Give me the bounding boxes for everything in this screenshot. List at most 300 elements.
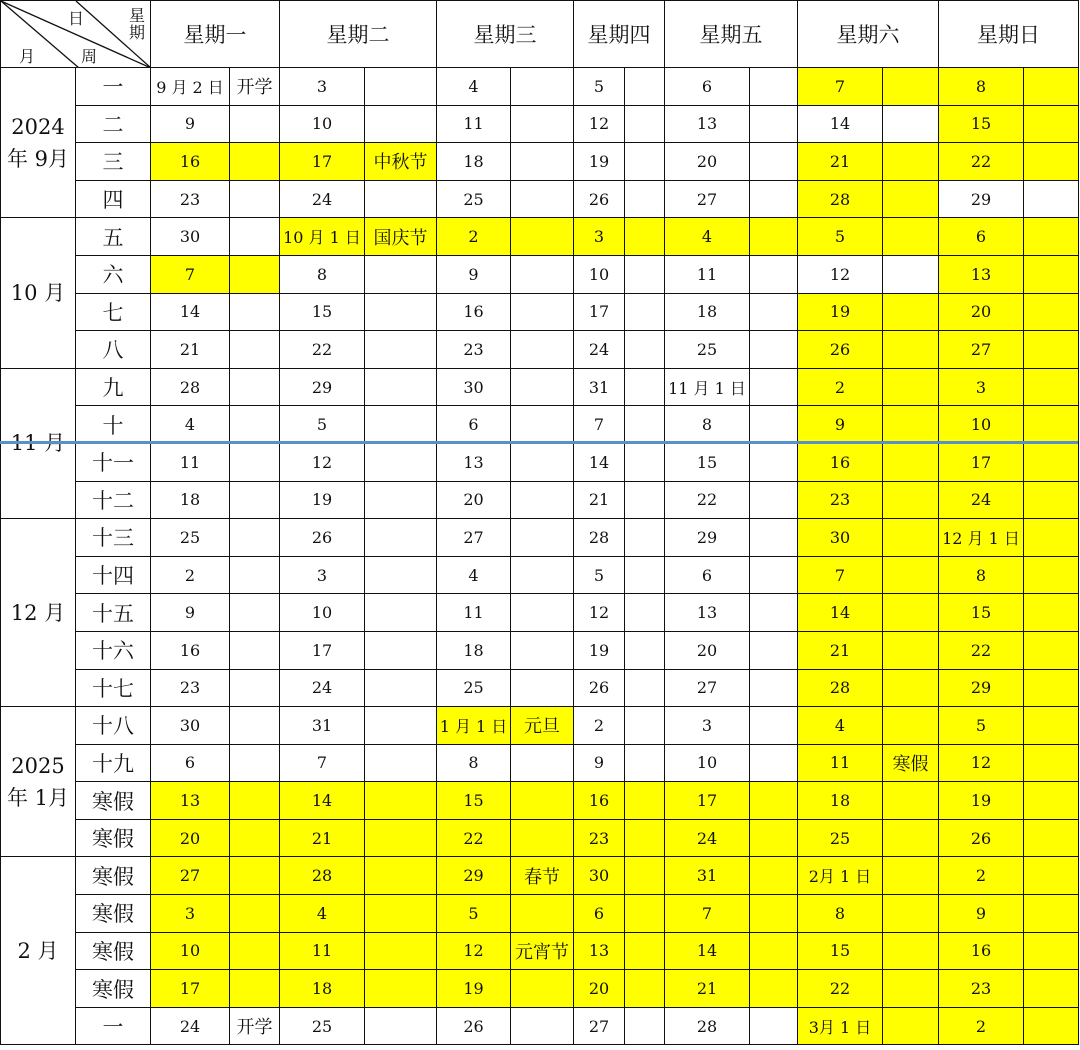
week-number: 寒假 bbox=[76, 819, 151, 857]
week-row bbox=[1, 932, 1079, 970]
note-cell: 国庆节 bbox=[365, 218, 437, 256]
note-cell bbox=[625, 218, 665, 256]
note-cell bbox=[625, 857, 665, 895]
month-label: 10 月 bbox=[1, 218, 76, 368]
overlay-blue-line bbox=[0, 441, 1078, 444]
note-cell bbox=[1024, 782, 1079, 820]
week-number: 十二 bbox=[76, 481, 151, 519]
date-cell: 16 bbox=[939, 932, 1024, 970]
note-cell bbox=[230, 970, 280, 1008]
note-cell bbox=[625, 255, 665, 293]
note-cell bbox=[883, 932, 939, 970]
date-cell: 14 bbox=[798, 594, 883, 632]
note-cell bbox=[883, 895, 939, 933]
week-number: 十一 bbox=[76, 443, 151, 481]
note-cell bbox=[625, 368, 665, 406]
note-cell bbox=[883, 594, 939, 632]
date-cell: 5 bbox=[574, 556, 625, 594]
note-cell bbox=[511, 331, 574, 369]
week-number: 十九 bbox=[76, 744, 151, 782]
week-number: 三 bbox=[76, 143, 151, 181]
note-cell bbox=[511, 293, 574, 331]
note-cell bbox=[750, 744, 798, 782]
date-cell: 14 bbox=[574, 443, 625, 481]
note-cell bbox=[625, 1007, 665, 1045]
date-cell: 28 bbox=[280, 857, 365, 895]
header-row bbox=[1, 1, 1079, 68]
date-cell: 4 bbox=[437, 68, 511, 106]
date-cell: 17 bbox=[939, 443, 1024, 481]
header-thursday: 星期四 bbox=[574, 1, 665, 68]
date-cell: 8 bbox=[280, 255, 365, 293]
note-cell bbox=[750, 218, 798, 256]
week-row bbox=[1, 594, 1079, 632]
date-cell: 7 bbox=[151, 255, 230, 293]
date-cell: 27 bbox=[151, 857, 230, 895]
date-cell: 12 月 1 日 bbox=[939, 519, 1024, 557]
note-cell bbox=[511, 895, 574, 933]
date-cell: 14 bbox=[280, 782, 365, 820]
note-cell bbox=[1024, 218, 1079, 256]
note-cell bbox=[1024, 406, 1079, 444]
note-cell bbox=[511, 782, 574, 820]
note-cell bbox=[365, 481, 437, 519]
week-number: 一 bbox=[76, 68, 151, 106]
date-cell: 9 月 2 日 bbox=[151, 68, 230, 106]
date-cell: 10 bbox=[280, 105, 365, 143]
date-cell: 30 bbox=[151, 218, 230, 256]
note-cell bbox=[883, 331, 939, 369]
note-cell bbox=[1024, 443, 1079, 481]
date-cell: 15 bbox=[939, 594, 1024, 632]
date-cell: 22 bbox=[939, 143, 1024, 181]
date-cell: 2月 1 日 bbox=[798, 857, 883, 895]
note-cell bbox=[883, 293, 939, 331]
note-cell bbox=[625, 331, 665, 369]
note-cell bbox=[750, 594, 798, 632]
date-cell: 19 bbox=[280, 481, 365, 519]
note-cell bbox=[365, 782, 437, 820]
date-cell: 24 bbox=[280, 180, 365, 218]
week-number: 十八 bbox=[76, 707, 151, 745]
note-cell bbox=[365, 707, 437, 745]
note-cell: 元旦 bbox=[511, 707, 574, 745]
note-cell bbox=[1024, 970, 1079, 1008]
date-cell: 21 bbox=[665, 970, 750, 1008]
date-cell: 8 bbox=[939, 556, 1024, 594]
note-cell bbox=[365, 406, 437, 444]
date-cell: 13 bbox=[437, 443, 511, 481]
week-row bbox=[1, 631, 1079, 669]
note-cell bbox=[750, 857, 798, 895]
note-cell bbox=[230, 707, 280, 745]
week-row bbox=[1, 970, 1079, 1008]
date-cell: 21 bbox=[151, 331, 230, 369]
date-cell: 8 bbox=[939, 68, 1024, 106]
note-cell bbox=[750, 180, 798, 218]
note-cell bbox=[750, 293, 798, 331]
note-cell bbox=[625, 631, 665, 669]
date-cell: 19 bbox=[574, 631, 625, 669]
date-cell: 22 bbox=[939, 631, 1024, 669]
date-cell: 3 bbox=[939, 368, 1024, 406]
date-cell: 11 月 1 日 bbox=[665, 368, 750, 406]
date-cell: 16 bbox=[151, 143, 230, 181]
date-cell: 17 bbox=[665, 782, 750, 820]
date-cell: 8 bbox=[798, 895, 883, 933]
date-cell: 12 bbox=[437, 932, 511, 970]
note-cell bbox=[230, 782, 280, 820]
week-row bbox=[1, 255, 1079, 293]
date-cell: 28 bbox=[798, 180, 883, 218]
corner-day-label: 日 bbox=[68, 9, 85, 28]
note-cell bbox=[230, 932, 280, 970]
note-cell bbox=[625, 556, 665, 594]
note-cell bbox=[750, 406, 798, 444]
date-cell: 28 bbox=[151, 368, 230, 406]
date-cell: 22 bbox=[437, 819, 511, 857]
note-cell bbox=[365, 669, 437, 707]
week-row bbox=[1, 143, 1079, 181]
note-cell bbox=[750, 782, 798, 820]
week-row bbox=[1, 857, 1079, 895]
week-row bbox=[1, 819, 1079, 857]
note-cell bbox=[511, 68, 574, 106]
note-cell bbox=[511, 368, 574, 406]
date-cell: 17 bbox=[574, 293, 625, 331]
date-cell: 23 bbox=[939, 970, 1024, 1008]
note-cell bbox=[1024, 180, 1079, 218]
note-cell: 寒假 bbox=[883, 744, 939, 782]
note-cell bbox=[230, 669, 280, 707]
date-cell: 4 bbox=[665, 218, 750, 256]
date-cell: 2 bbox=[798, 368, 883, 406]
note-cell bbox=[625, 406, 665, 444]
note-cell bbox=[883, 368, 939, 406]
week-row bbox=[1, 443, 1079, 481]
note-cell bbox=[883, 519, 939, 557]
date-cell: 10 月 1 日 bbox=[280, 218, 365, 256]
note-cell bbox=[750, 255, 798, 293]
note-cell bbox=[511, 218, 574, 256]
date-cell: 24 bbox=[574, 331, 625, 369]
note-cell bbox=[883, 105, 939, 143]
week-number: 十 bbox=[76, 406, 151, 444]
note-cell bbox=[511, 255, 574, 293]
note-cell bbox=[365, 970, 437, 1008]
note-cell bbox=[750, 105, 798, 143]
header-saturday: 星期六 bbox=[798, 1, 939, 68]
note-cell bbox=[625, 443, 665, 481]
week-row bbox=[1, 1007, 1079, 1045]
note-cell bbox=[1024, 143, 1079, 181]
note-cell: 中秋节 bbox=[365, 143, 437, 181]
note-cell bbox=[1024, 631, 1079, 669]
note-cell bbox=[230, 556, 280, 594]
week-row bbox=[1, 105, 1079, 143]
note-cell bbox=[365, 255, 437, 293]
date-cell: 25 bbox=[437, 180, 511, 218]
note-cell bbox=[625, 293, 665, 331]
date-cell: 28 bbox=[574, 519, 625, 557]
date-cell: 13 bbox=[939, 255, 1024, 293]
note-cell bbox=[365, 1007, 437, 1045]
date-cell: 30 bbox=[437, 368, 511, 406]
date-cell: 11 bbox=[798, 744, 883, 782]
note-cell bbox=[625, 180, 665, 218]
date-cell: 21 bbox=[280, 819, 365, 857]
note-cell bbox=[511, 669, 574, 707]
calendar-body bbox=[1, 68, 1079, 1045]
date-cell: 20 bbox=[939, 293, 1024, 331]
note-cell bbox=[230, 143, 280, 181]
date-cell: 2 bbox=[151, 556, 230, 594]
date-cell: 17 bbox=[151, 970, 230, 1008]
note-cell bbox=[365, 519, 437, 557]
note-cell bbox=[365, 744, 437, 782]
date-cell: 25 bbox=[151, 519, 230, 557]
week-number: 十五 bbox=[76, 594, 151, 632]
note-cell bbox=[1024, 1007, 1079, 1045]
note-cell bbox=[230, 519, 280, 557]
date-cell: 15 bbox=[437, 782, 511, 820]
note-cell bbox=[230, 443, 280, 481]
note-cell bbox=[883, 481, 939, 519]
note-cell bbox=[750, 143, 798, 181]
date-cell: 3 bbox=[280, 68, 365, 106]
note-cell bbox=[365, 556, 437, 594]
note-cell bbox=[750, 819, 798, 857]
note-cell bbox=[511, 744, 574, 782]
corner-cell bbox=[1, 1, 151, 68]
note-cell bbox=[750, 68, 798, 106]
note-cell bbox=[365, 331, 437, 369]
header-sunday: 星期日 bbox=[939, 1, 1079, 68]
note-cell bbox=[230, 293, 280, 331]
date-cell: 6 bbox=[437, 406, 511, 444]
note-cell bbox=[883, 556, 939, 594]
date-cell: 27 bbox=[665, 669, 750, 707]
date-cell: 4 bbox=[151, 406, 230, 444]
note-cell bbox=[230, 255, 280, 293]
date-cell: 9 bbox=[939, 895, 1024, 933]
date-cell: 11 bbox=[437, 594, 511, 632]
date-cell: 15 bbox=[280, 293, 365, 331]
note-cell bbox=[625, 143, 665, 181]
week-number: 六 bbox=[76, 255, 151, 293]
week-number: 十七 bbox=[76, 669, 151, 707]
note-cell bbox=[883, 707, 939, 745]
note-cell bbox=[625, 895, 665, 933]
note-cell bbox=[1024, 707, 1079, 745]
week-row bbox=[1, 68, 1079, 106]
date-cell: 7 bbox=[574, 406, 625, 444]
date-cell: 9 bbox=[151, 594, 230, 632]
date-cell: 16 bbox=[151, 631, 230, 669]
date-cell: 28 bbox=[665, 1007, 750, 1045]
date-cell: 20 bbox=[665, 143, 750, 181]
note-cell bbox=[365, 68, 437, 106]
note-cell: 元宵节 bbox=[511, 932, 574, 970]
note-cell bbox=[230, 631, 280, 669]
date-cell: 9 bbox=[574, 744, 625, 782]
date-cell: 2 bbox=[939, 1007, 1024, 1045]
date-cell: 9 bbox=[798, 406, 883, 444]
week-number: 寒假 bbox=[76, 895, 151, 933]
note-cell bbox=[365, 895, 437, 933]
note-cell bbox=[230, 857, 280, 895]
note-cell bbox=[883, 819, 939, 857]
week-number: 二 bbox=[76, 105, 151, 143]
date-cell: 6 bbox=[574, 895, 625, 933]
note-cell bbox=[365, 857, 437, 895]
date-cell: 12 bbox=[280, 443, 365, 481]
note-cell bbox=[230, 895, 280, 933]
date-cell: 7 bbox=[665, 895, 750, 933]
date-cell: 19 bbox=[939, 782, 1024, 820]
date-cell: 9 bbox=[437, 255, 511, 293]
note-cell bbox=[750, 932, 798, 970]
date-cell: 9 bbox=[151, 105, 230, 143]
note-cell bbox=[1024, 68, 1079, 106]
note-cell bbox=[365, 368, 437, 406]
date-cell: 23 bbox=[151, 669, 230, 707]
date-cell: 20 bbox=[665, 631, 750, 669]
date-cell: 24 bbox=[280, 669, 365, 707]
date-cell: 13 bbox=[665, 105, 750, 143]
date-cell: 11 bbox=[437, 105, 511, 143]
date-cell: 5 bbox=[798, 218, 883, 256]
week-row bbox=[1, 293, 1079, 331]
week-row bbox=[1, 406, 1079, 444]
note-cell bbox=[625, 68, 665, 106]
date-cell: 2 bbox=[437, 218, 511, 256]
date-cell: 4 bbox=[798, 707, 883, 745]
date-cell: 11 bbox=[280, 932, 365, 970]
date-cell: 18 bbox=[665, 293, 750, 331]
week-row bbox=[1, 331, 1079, 369]
date-cell: 15 bbox=[665, 443, 750, 481]
note-cell bbox=[1024, 368, 1079, 406]
date-cell: 5 bbox=[280, 406, 365, 444]
note-cell bbox=[625, 481, 665, 519]
note-cell bbox=[230, 594, 280, 632]
header-friday: 星期五 bbox=[665, 1, 798, 68]
date-cell: 2 bbox=[574, 707, 625, 745]
note-cell bbox=[230, 368, 280, 406]
note-cell: 开学 bbox=[230, 68, 280, 106]
note-cell bbox=[1024, 255, 1079, 293]
date-cell: 20 bbox=[437, 481, 511, 519]
date-cell: 10 bbox=[574, 255, 625, 293]
date-cell: 3月 1 日 bbox=[798, 1007, 883, 1045]
note-cell bbox=[883, 631, 939, 669]
date-cell: 7 bbox=[798, 556, 883, 594]
note-cell bbox=[511, 1007, 574, 1045]
date-cell: 6 bbox=[665, 556, 750, 594]
header-tuesday: 星期二 bbox=[280, 1, 437, 68]
note-cell bbox=[750, 481, 798, 519]
note-cell bbox=[511, 406, 574, 444]
week-number: 寒假 bbox=[76, 932, 151, 970]
month-label: 12 月 bbox=[1, 519, 76, 707]
date-cell: 6 bbox=[939, 218, 1024, 256]
week-number: 寒假 bbox=[76, 782, 151, 820]
date-cell: 31 bbox=[280, 707, 365, 745]
date-cell: 17 bbox=[280, 143, 365, 181]
date-cell: 26 bbox=[574, 669, 625, 707]
date-cell: 25 bbox=[280, 1007, 365, 1045]
week-row bbox=[1, 368, 1079, 406]
note-cell bbox=[625, 105, 665, 143]
week-number: 十四 bbox=[76, 556, 151, 594]
week-number: 五 bbox=[76, 218, 151, 256]
note-cell bbox=[625, 970, 665, 1008]
week-row bbox=[1, 744, 1079, 782]
note-cell bbox=[1024, 932, 1079, 970]
note-cell bbox=[750, 970, 798, 1008]
note-cell bbox=[750, 669, 798, 707]
note-cell bbox=[1024, 744, 1079, 782]
note-cell bbox=[625, 669, 665, 707]
corner-weekday-label: 星期 bbox=[129, 6, 146, 42]
date-cell: 29 bbox=[939, 180, 1024, 218]
note-cell bbox=[883, 443, 939, 481]
corner-week-label: 周 bbox=[81, 47, 98, 66]
date-cell: 16 bbox=[798, 443, 883, 481]
date-cell: 6 bbox=[665, 68, 750, 106]
note-cell bbox=[1024, 519, 1079, 557]
note-cell bbox=[511, 519, 574, 557]
note-cell bbox=[750, 443, 798, 481]
date-cell: 12 bbox=[939, 744, 1024, 782]
date-cell: 13 bbox=[574, 932, 625, 970]
date-cell: 27 bbox=[939, 331, 1024, 369]
date-cell: 19 bbox=[437, 970, 511, 1008]
date-cell: 28 bbox=[798, 669, 883, 707]
date-cell: 4 bbox=[437, 556, 511, 594]
date-cell: 24 bbox=[939, 481, 1024, 519]
month-label: 2025 年 1月 bbox=[1, 707, 76, 857]
date-cell: 19 bbox=[574, 143, 625, 181]
date-cell: 12 bbox=[574, 594, 625, 632]
week-row bbox=[1, 556, 1079, 594]
note-cell bbox=[625, 519, 665, 557]
note-cell bbox=[883, 255, 939, 293]
date-cell: 8 bbox=[665, 406, 750, 444]
note-cell bbox=[511, 443, 574, 481]
date-cell: 24 bbox=[151, 1007, 230, 1045]
note-cell bbox=[511, 819, 574, 857]
note-cell bbox=[625, 932, 665, 970]
note-cell bbox=[883, 68, 939, 106]
header-monday: 星期一 bbox=[151, 1, 280, 68]
date-cell: 18 bbox=[151, 481, 230, 519]
date-cell: 10 bbox=[665, 744, 750, 782]
date-cell: 30 bbox=[151, 707, 230, 745]
date-cell: 5 bbox=[939, 707, 1024, 745]
date-cell: 2 bbox=[939, 857, 1024, 895]
date-cell: 27 bbox=[437, 519, 511, 557]
note-cell bbox=[365, 180, 437, 218]
date-cell: 21 bbox=[574, 481, 625, 519]
week-row bbox=[1, 707, 1079, 745]
date-cell: 18 bbox=[437, 631, 511, 669]
date-cell: 27 bbox=[574, 1007, 625, 1045]
note-cell bbox=[883, 406, 939, 444]
note-cell bbox=[230, 218, 280, 256]
date-cell: 26 bbox=[798, 331, 883, 369]
